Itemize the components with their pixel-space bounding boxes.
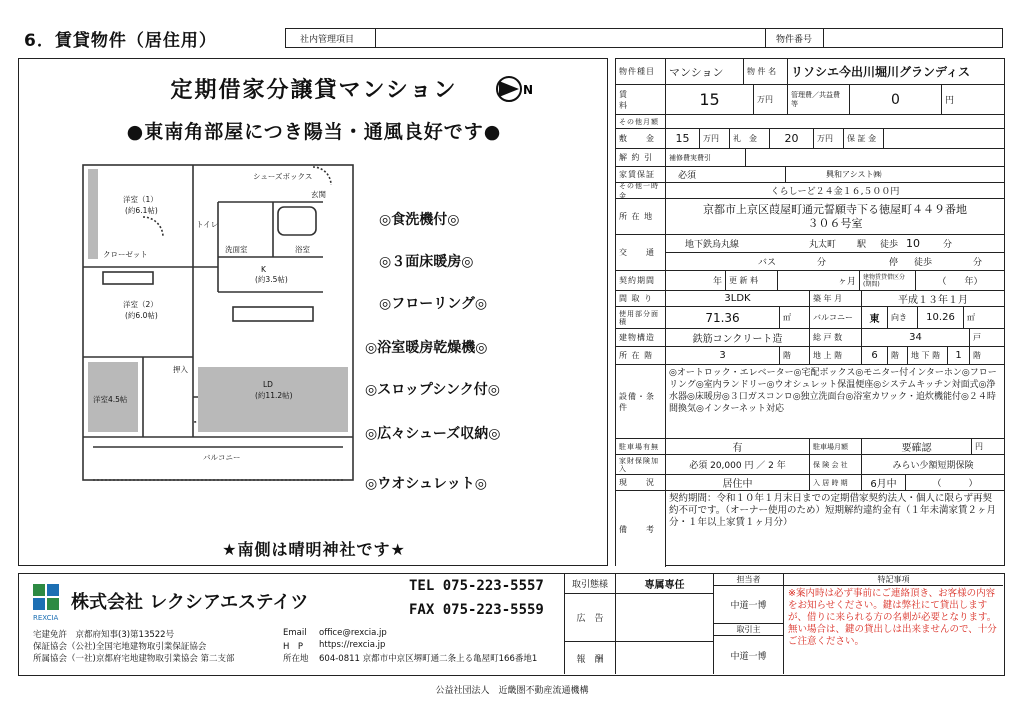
internal-label: 社内管理項目 — [286, 29, 376, 47]
address-room: ３０６号室 — [807, 216, 863, 230]
rentguar-label: 家賃保証 — [616, 167, 666, 182]
notes-label: 備 考 — [616, 491, 666, 567]
move-paren: （ ） — [932, 479, 978, 489]
access-bus: バス — [757, 258, 776, 268]
struct-value: 鉄筋コンクリート造 — [666, 329, 810, 346]
row-floor — [616, 347, 1004, 365]
notes-value: 契約期間：令和１０年１月末日までの定期借家契約法人・個人に限らず再契約不可です。（オーナー使用のため）短期解約違約金有（１年未満家賃２ヶ月分・１年以上家賃１ヶ月分） — [669, 493, 996, 528]
compass-icon — [495, 75, 535, 103]
key-value: 20 — [770, 129, 814, 148]
ad-title: 定期借家分譲貸マンション — [170, 78, 458, 103]
company-name: 株式会社 レクシアエステイツ — [71, 592, 309, 613]
address-label: 所 在 地 — [616, 199, 666, 234]
access-walk-min: 10 — [906, 237, 920, 250]
room-western3: 洋室4.5帖 — [93, 395, 128, 404]
cancel-value: 補修費実費引 — [666, 149, 746, 166]
row-cancel — [616, 149, 1004, 167]
balcony-dir: 東 — [862, 307, 888, 328]
room-storage: 押入 — [173, 365, 188, 374]
layout-value: 3LDK — [666, 291, 810, 306]
email-label: Email — [283, 628, 307, 638]
name-value: リソシエ今出川堀川グランディス — [791, 65, 971, 79]
manager-value: 中道一博 — [730, 651, 767, 662]
rent-value: 15 — [666, 85, 754, 114]
parkfee-label: 駐車場月額 — [810, 439, 862, 454]
special-value: ※案内時は必ず事前にご連絡頂き、お客様の内容をお知らせください。鍵は弊社にて貸出しますが、借りに来られる方の名刺が必要となります。無い場合は、鍵の貸出しは出来ませんので、十分ご注意ください。 — [788, 588, 997, 647]
special-label: 特記事項 — [784, 574, 1003, 586]
floor-label: 所 在 階 — [616, 347, 666, 364]
staff-value: 中道一博 — [714, 586, 783, 624]
balcony-area: 10.26 — [918, 307, 964, 328]
type-label: 物件種目 — [616, 59, 666, 84]
room-toilet: トイレ — [196, 220, 219, 229]
staff-label: 担当者 — [714, 574, 783, 586]
row-deposit — [616, 129, 1004, 149]
access-walk: 徒歩 — [879, 240, 898, 250]
email[interactable]: office@rexcia.jp — [319, 628, 387, 638]
below-unit: 階 — [973, 351, 981, 360]
key-unit: 万円 — [814, 129, 844, 148]
room-k: K — [261, 265, 266, 274]
tel: TEL 075-223-5557 — [409, 578, 544, 594]
row-layout — [616, 291, 1004, 307]
room-wash: 洗面室 — [225, 245, 248, 254]
balcony-dir-unit: 向き — [888, 307, 918, 328]
key-label: 礼 金 — [730, 129, 770, 148]
insco-value: みらい少額短期保険 — [892, 461, 974, 471]
balcony-unit: ㎡ — [967, 313, 975, 322]
period-type: 建物賃貸借区分(期間) — [860, 271, 916, 290]
deal-label: 取引態様 — [565, 574, 615, 594]
period-year2: （ 年） — [937, 277, 983, 287]
access-station: 丸太町 — [808, 240, 836, 250]
room-bath: 浴室 — [295, 245, 310, 254]
rentguar-value: 必須 — [666, 167, 786, 182]
guarantee-label: 保 証 金 — [844, 129, 884, 148]
other-label: その他月額 — [616, 115, 666, 128]
row-area — [616, 307, 1004, 329]
property-no-label: 物件番号 — [766, 29, 824, 47]
type-value: マンション — [666, 59, 744, 84]
above-label: 地 上 階 — [810, 347, 862, 364]
balcony-label: バルコニー — [810, 307, 862, 328]
rexcia-logo-icon — [33, 584, 61, 612]
onetime-value: くらしーど２４金１６,５００円 — [770, 187, 900, 197]
row-struct — [616, 329, 1004, 347]
feature-flooring: ◎フローリング◎ — [379, 296, 488, 312]
header-box — [285, 28, 1003, 48]
units-label: 総 戸 数 — [810, 329, 862, 346]
room-western2-size: (約6.0帖) — [125, 311, 158, 320]
deposit-label: 敷 金 — [616, 129, 666, 148]
built-value: 平成１３年１月 — [898, 295, 968, 306]
footer — [18, 573, 1005, 676]
area-label: 使用部分面積 — [616, 307, 666, 328]
access-line: 地下鉄烏丸線 — [684, 240, 739, 250]
access-label: 交 通 — [616, 235, 666, 270]
property-table — [615, 58, 1005, 566]
logo-text: REXCIA — [33, 614, 59, 622]
above-unit: 階 — [888, 347, 908, 364]
manager-label: 取引主 — [714, 624, 783, 636]
feature-bath-dryer: ◎浴室暖房乾燥機◎ — [365, 340, 488, 356]
internal-value[interactable] — [376, 29, 766, 47]
other-value — [666, 115, 1004, 128]
move-value: 6月中 — [862, 475, 906, 490]
rent-unit: 万円 — [754, 85, 788, 114]
rentguar-company: 興和アシスト㈱ — [826, 170, 882, 179]
parkfee-value: 要確認 — [862, 439, 972, 454]
below-label: 地 下 階 — [908, 347, 948, 364]
addr: 604-0811 京都市中京区堺町通二条上る亀屋町166番地1 — [319, 654, 538, 664]
row-rentguar — [616, 167, 1004, 183]
hp[interactable]: https://rexcia.jp — [319, 640, 386, 650]
row-status — [616, 475, 1004, 491]
ad-headline: ●東南角部屋につき陽当・通風良好です● — [126, 121, 502, 143]
rent-label: 賃 料 — [616, 85, 666, 114]
room-ld: LD — [263, 380, 273, 389]
row-period — [616, 271, 1004, 291]
row-parking — [616, 439, 1004, 455]
feature-washlet: ◎ウオシュレット◎ — [365, 476, 488, 492]
deposit-value: 15 — [666, 129, 700, 148]
period-label: 契約期間 — [616, 271, 666, 290]
ad-label: 広 告 — [565, 594, 615, 642]
deal-value: 専属専任 — [616, 574, 713, 594]
floor-value: 3 — [666, 347, 780, 364]
fee-label: 報 酬 — [576, 654, 604, 665]
access-stop: 停 — [888, 258, 898, 268]
ad-footer: ★南側は晴明神社です★ — [222, 540, 406, 559]
room-shoes: シューズボックス — [253, 172, 313, 181]
feature-slop-sink: ◎スロップシンク付◎ — [365, 382, 500, 398]
property-no-value[interactable] — [824, 29, 1002, 47]
parkfee-unit: 円 — [975, 442, 983, 451]
onetime-label: その他一時金 — [616, 183, 666, 198]
room-balcony: バルコニー — [203, 453, 241, 462]
status-label: 現 況 — [616, 475, 666, 490]
parking-label: 駐車場有無 — [616, 439, 666, 454]
ad-value — [616, 594, 713, 642]
row-equip — [616, 365, 1004, 439]
row-other — [616, 115, 1004, 129]
room-western1: 洋室（1） — [123, 195, 158, 204]
row-access — [616, 235, 1004, 271]
room-k-size: (約3.5帖) — [255, 275, 288, 284]
room-ld-size: (約11.2帖) — [255, 391, 293, 400]
assoc2: 所属協会（一社)京都府宅地建物取引業協会 第二支部 — [33, 654, 235, 664]
equip-label: 設備・条件 — [616, 365, 666, 438]
access-min2: 分 — [972, 258, 982, 268]
mgmt-unit: 円 — [945, 96, 955, 106]
bottom-note: 公益社団法人 近畿圏不動産流通機構 — [435, 686, 589, 696]
floor-unit: 階 — [780, 347, 810, 364]
units-unit: 戸 — [973, 333, 981, 342]
row-rent — [616, 85, 1004, 115]
feature-dishwasher: ◎食洗機付◎ — [379, 212, 460, 228]
row-notes — [616, 491, 1004, 567]
room-western1-size: (約6.1帖) — [125, 206, 158, 215]
deposit-unit: 万円 — [700, 129, 730, 148]
below-value: 1 — [948, 347, 970, 364]
period-year: 年 — [666, 271, 726, 290]
license: 宅建免許 京都府知事(3)第13522号 — [33, 630, 175, 640]
access-station-unit: 駅 — [856, 240, 866, 250]
room-western2: 洋室（2） — [123, 300, 158, 309]
mgmt-label: 管理費／共益費等 — [788, 85, 850, 114]
floorplan — [33, 157, 363, 517]
assoc1: 保証協会（公社)全国宅地建物取引業保証協会 — [33, 642, 207, 652]
status-value: 居住中 — [666, 475, 810, 490]
addr-label: 所在地 — [283, 654, 309, 664]
page-title: 6．賃貸物件（居住用） — [24, 31, 217, 51]
equip-value: ◎オートロック・エレベーター◎宅配ボックス◎モニター付インターホン◎フローリング◎室内ランドリー◎ウオシュレット保温便座◎システムキッチン対面式◎浄水器◎床暖房◎３口ガスコンロ◎独立洗面台◎浴室カワック・追炊機能付◎２４時間換気◎インターネット対応 — [669, 368, 997, 414]
layout-label: 間 取 り — [616, 291, 666, 306]
insurance-value: 必須 20,000 円 ／ 2 年 — [666, 455, 810, 474]
struct-label: 建物構造 — [616, 329, 666, 346]
name-label: 物 件 名 — [744, 59, 788, 84]
insco-label: 保 険 会 社 — [810, 455, 862, 474]
compass-letter: N — [523, 83, 534, 97]
period-month: ヶ月 — [778, 271, 860, 290]
guarantee-value — [884, 129, 1004, 148]
room-closet: クローゼット — [103, 250, 148, 259]
hp-label: H P — [283, 642, 304, 652]
feature-floor-heating: ◎３面床暖房◎ — [379, 254, 474, 270]
parking-value: 有 — [666, 439, 810, 454]
feature-shoe-storage: ◎広々シューズ収納◎ — [365, 426, 501, 442]
units-value: 34 — [862, 329, 970, 346]
area-value: 71.36 — [666, 307, 780, 328]
access-bus-unit: 分 — [816, 258, 826, 268]
area-unit: ㎡ — [780, 307, 810, 328]
access-min-unit: 分 — [942, 240, 952, 250]
mgmt-value: 0 — [850, 85, 942, 114]
address-value: 京都市上京区葭屋町通元誓願寺下る徳屋町４４９番地 — [703, 202, 967, 216]
above-value: 6 — [862, 347, 888, 364]
row-address — [616, 199, 1004, 235]
access-walk2: 徒歩 — [913, 258, 932, 268]
row-onetime — [616, 183, 1004, 199]
room-entrance: 玄関 — [311, 190, 326, 199]
row-insurance — [616, 455, 1004, 475]
row-type — [616, 59, 1004, 85]
ad-panel — [18, 58, 608, 566]
cancel-label: 解 約 引 — [616, 149, 666, 166]
move-label: 入 居 時 期 — [810, 475, 862, 490]
insurance-label: 家財保険加入 — [616, 455, 666, 474]
fee-value — [616, 642, 713, 674]
built-label: 築 年 月 — [810, 291, 862, 306]
period-renew: 更 新 料 — [726, 271, 778, 290]
fax: FAX 075-223-5559 — [409, 602, 544, 618]
